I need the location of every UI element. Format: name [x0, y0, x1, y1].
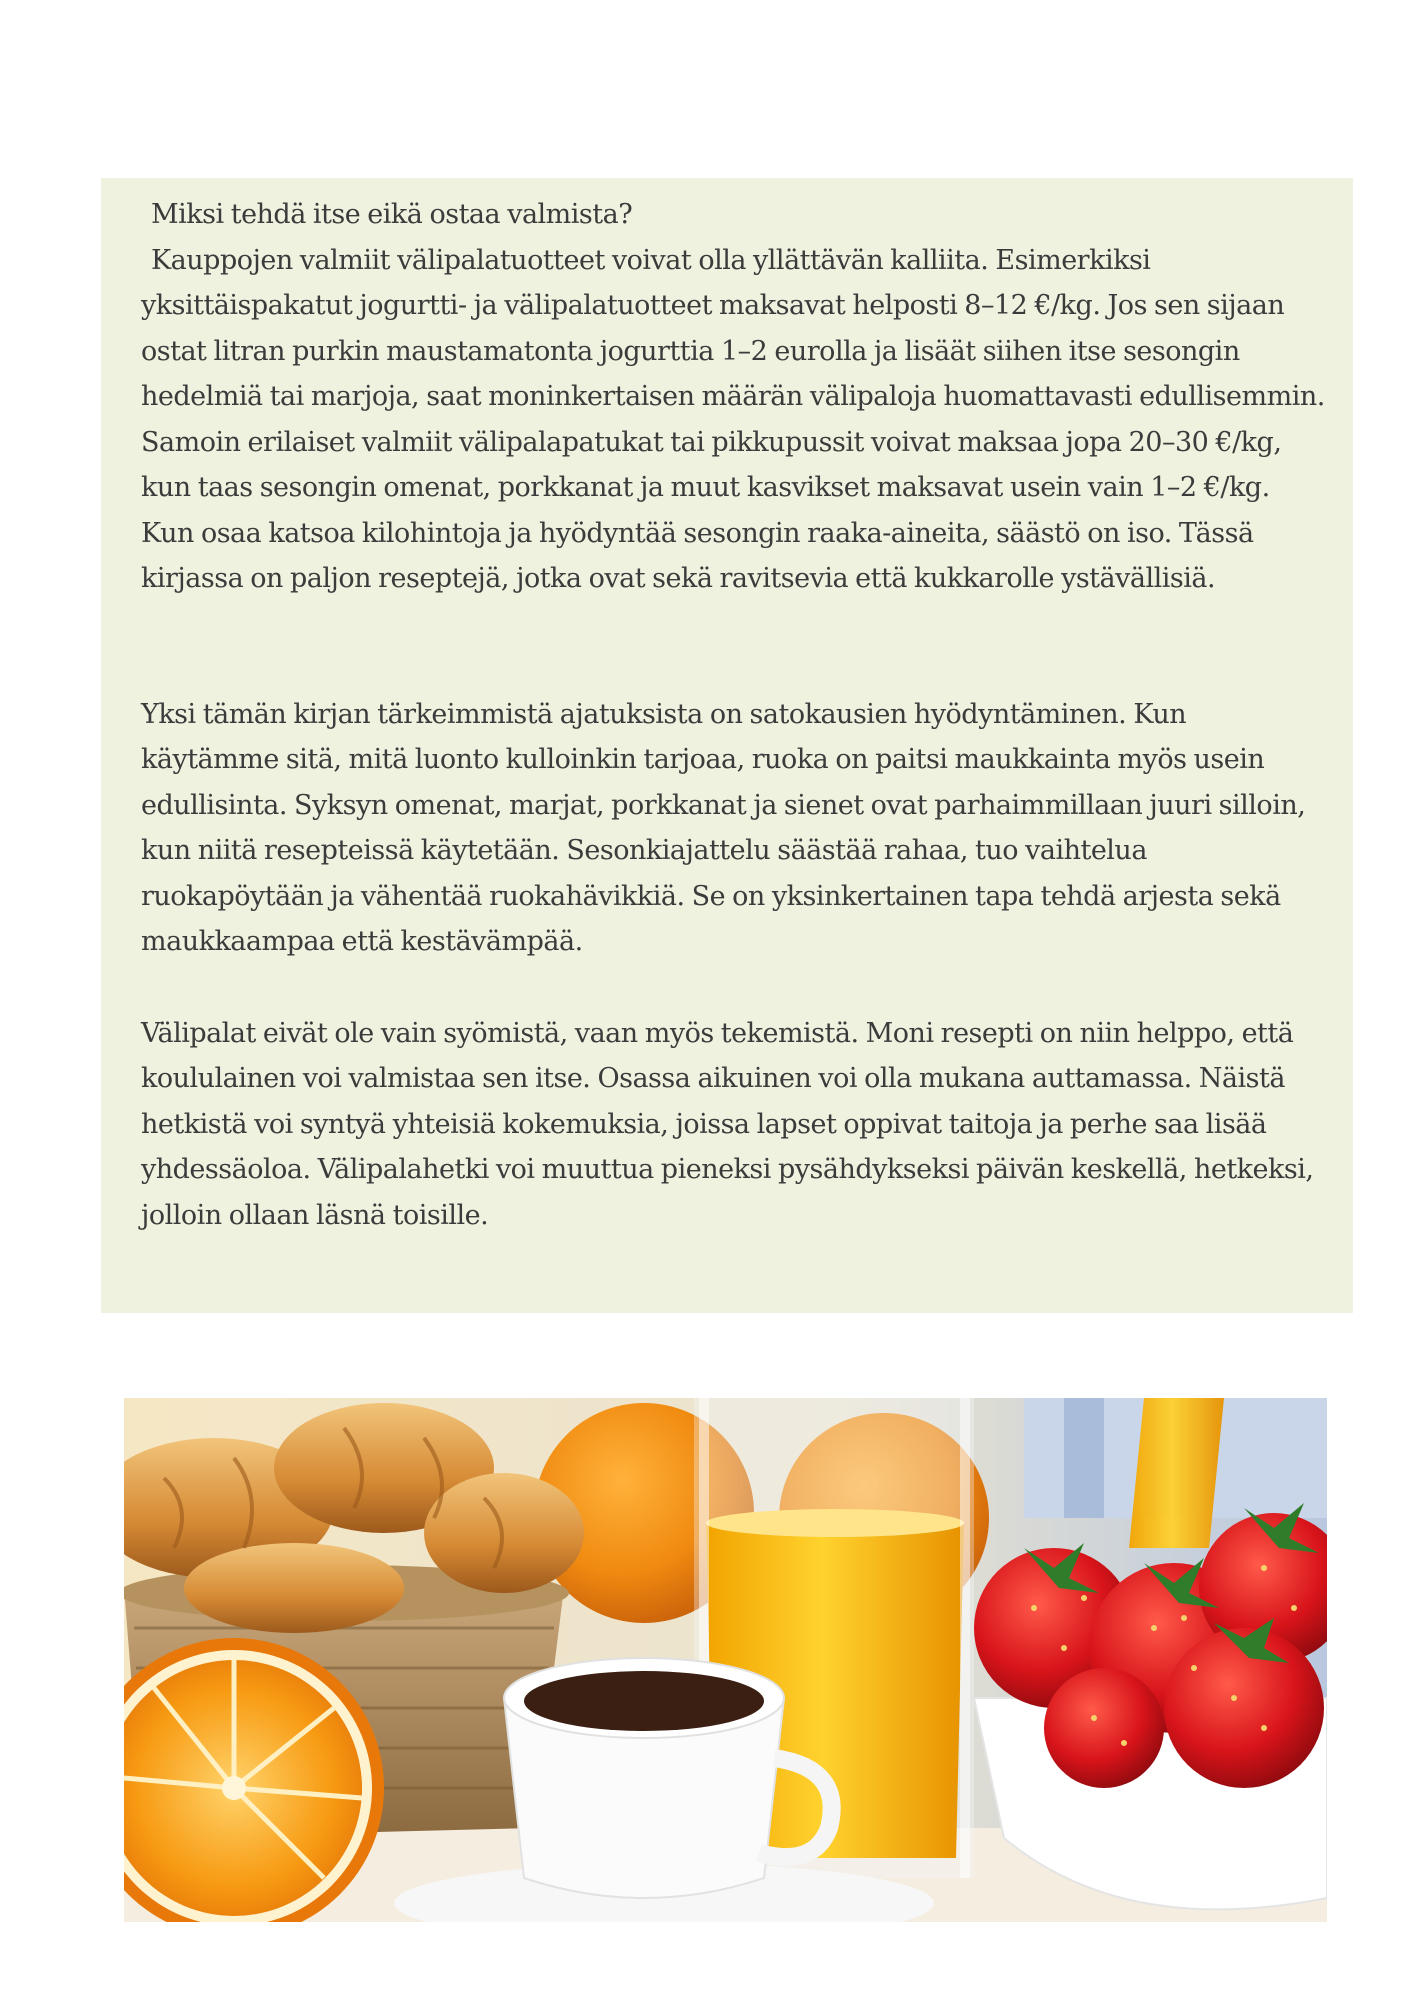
- paragraph-doing-together: Välipalat eivät ole vain syömistä, vaan myös tekemistä. Moni resepti on niin helppo, että koululainen voi valmistaa sen itse. Osassa aikuinen voi olla mukana auttamassa. Näistä hetkistä voi syntyä yhteisiä kokemuksia, joissa lapset oppivat taitoja ja perhe saa lisää yhdessäoloa. Välipalahetki voi muuttua pieneksi pysähdykseksi päivän keskellä, hetkeksi, jolloin ollaan läsnä toisille.: [141, 1017, 1314, 1231]
- juice-jug: [1129, 1398, 1224, 1548]
- paragraph-cost: Kauppojen valmiit välipalatuotteet voivat olla yllättävän kalliita. Esimerkiksi yksittäispakatut jogurtti- ja välipalatuotteet maksavat helposti 8–12 €/kg. Jos sen sijaan ostat litran purkin maustamatonta jogurttia 1–2 eurolla ja lisäät siihen itse sesongin hedelmiä tai marjoja, saat moninkertaisen määrän välipaloja huomattavasti edullisemmin. Samoin erilaiset valmiit välipalapatukat tai pikkupussit voivat maksaa jopa 20–30 €/kg, kun taas sesongin omenat, porkkanat ja muut kasvikset maksavat usein vain 1–2 €/kg. Kun osaa katsoa kilohintoja ja hyödyntää sesongin raaka-aineita, säästö on iso. Tässä kirjassa on paljon reseptejä, jotka ovat sekä ravitsevia että kukkarolle ystävällisiä.: [141, 244, 1325, 594]
- text-panel: [101, 178, 1353, 1313]
- paragraph-seasons: Yksi tämän kirjan tärkeimmistä ajatuksista on satokausien hyödyntäminen. Kun käytämme sitä, mitä luonto kulloinkin tarjoaa, ruoka on paitsi maukkainta myös usein edullisinta. Syksyn omenat, marjat, porkkanat ja sienet ovat parhaimmillaan juuri silloin, kun niitä resepteissä käytetään. Sesonkiajattelu säästää rahaa, tuo vaihtelua ruokapöytään ja vähentää ruokahävikkiä. Se on yksinkertainen tapa tehdä arjesta sekä maukkaampaa että kestävämpää.: [141, 698, 1306, 957]
- breakfast-photo: [124, 1398, 1327, 1922]
- section-heading: Miksi tehdä itse eikä ostaa valmista?: [151, 199, 633, 230]
